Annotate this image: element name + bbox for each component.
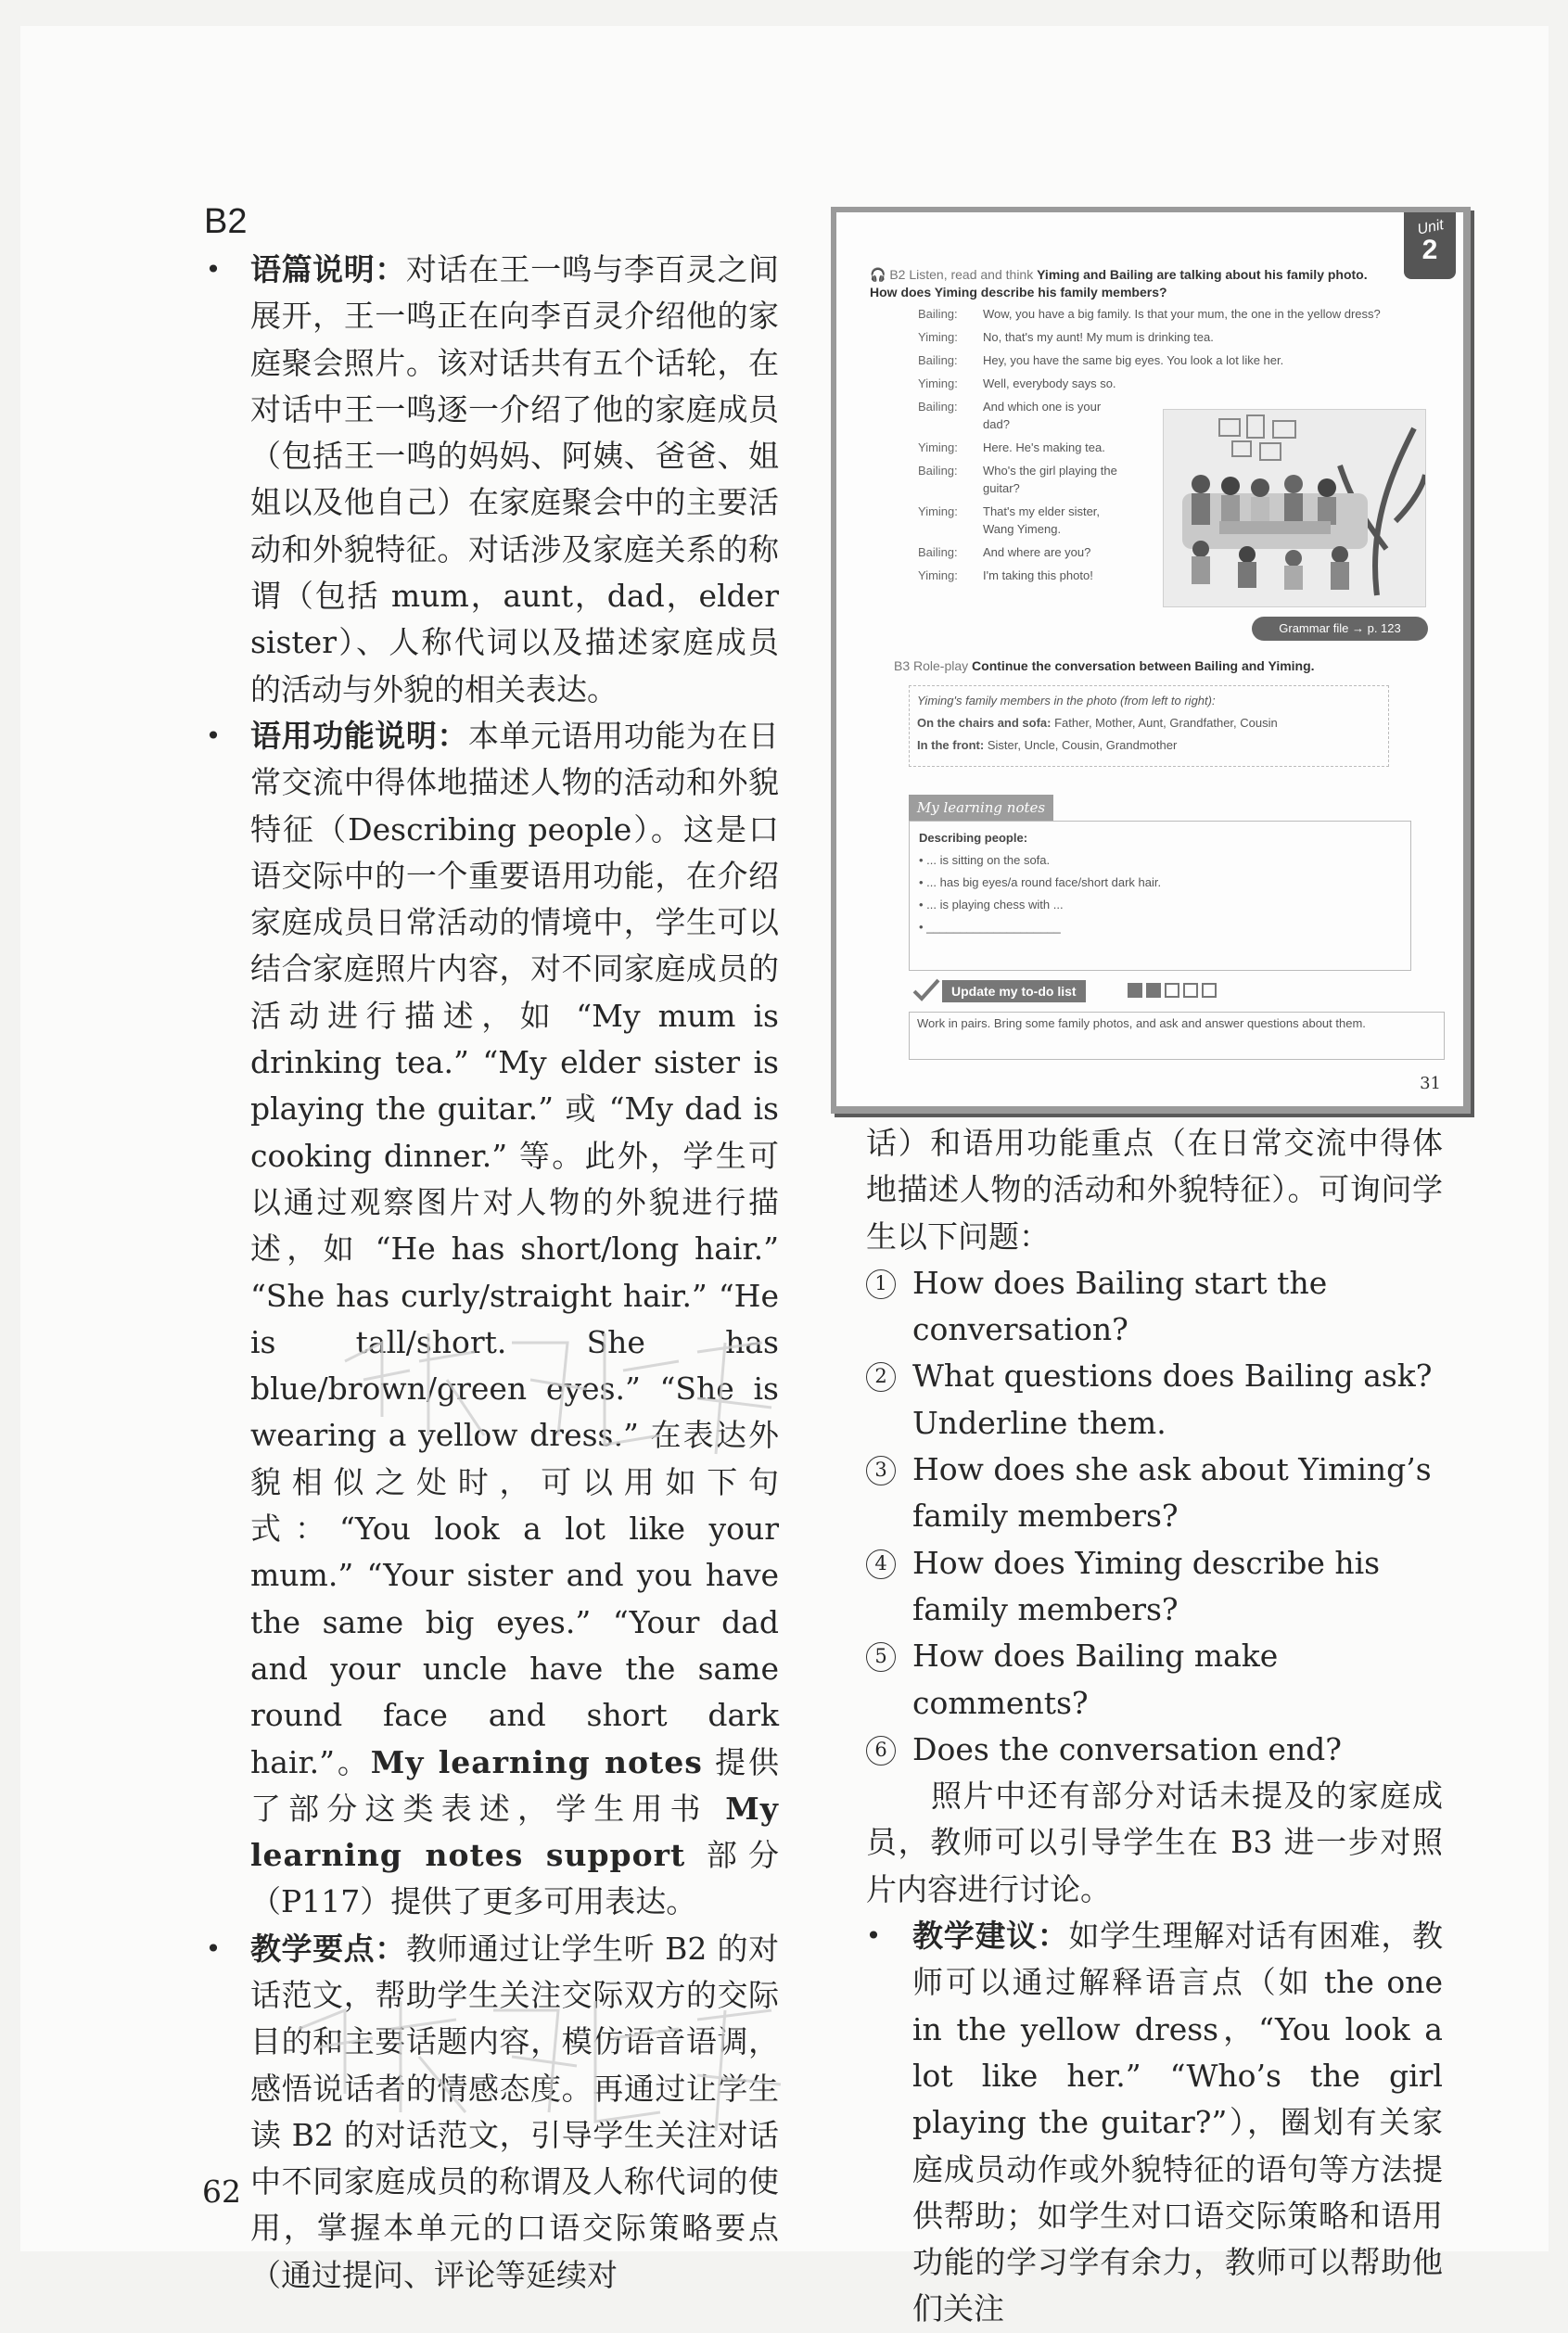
line-text: Well, everybody says so. bbox=[983, 376, 1116, 390]
photo-discussion-paragraph: 照片中还有部分对话未提及的家庭成员，教师可以引导学生在 B3 进一步对照片内容进行讨论。 bbox=[866, 1778, 1443, 1907]
textbook-page-number: 31 bbox=[1420, 1074, 1441, 1093]
family-line-1-label: On the chairs and sofa: bbox=[917, 716, 1052, 730]
dialogue-line bbox=[918, 328, 1382, 346]
b3-title bbox=[894, 657, 1413, 675]
learning-notes-tag: My learning notes bbox=[909, 795, 1053, 821]
line-text: Here. He's making tea. bbox=[983, 440, 1105, 454]
to-do-label: Update my to-do list bbox=[942, 980, 1086, 1002]
dialogue-line bbox=[918, 351, 1382, 369]
notes-title: Describing people: bbox=[919, 831, 1028, 845]
book-page bbox=[20, 26, 1549, 2327]
progress-square-icon bbox=[1202, 983, 1217, 998]
right-column bbox=[866, 1120, 1443, 2333]
left-column bbox=[202, 247, 779, 2299]
line-text: Wow, you have a big family. Is that your mum, the one in the yellow dress? bbox=[983, 307, 1381, 321]
family-members-box bbox=[909, 685, 1389, 767]
notes-item: • ... is playing chess with ... bbox=[919, 898, 1064, 912]
notes-item-text: ... has big eyes/a round face/short dark hair. bbox=[926, 875, 1162, 889]
question-text: How does she ask about Yiming’s family members? bbox=[912, 1451, 1432, 1535]
b3-instruction: Continue the conversation between Bailing and Yiming. bbox=[972, 658, 1315, 673]
speaker: Bailing: bbox=[918, 400, 958, 414]
term-teaching-points: 教学要点： bbox=[250, 1930, 406, 1967]
speaker: Bailing: bbox=[918, 545, 958, 559]
speaker: Bailing: bbox=[918, 464, 958, 478]
line-text: That's my elder sister, Wang Yimeng. bbox=[983, 504, 1101, 536]
headphones-icon: 🎧 bbox=[870, 267, 886, 282]
line-text: Who's the girl playing the guitar? bbox=[983, 464, 1117, 495]
family-line-2-text: Sister, Uncle, Cousin, Grandmother bbox=[984, 738, 1178, 752]
question-text: How does Yiming describe his family members? bbox=[912, 1544, 1381, 1627]
discourse-text: 对话在王一鸣与李百灵之间展开，王一鸣正在向李百灵介绍他的家庭聚会照片。该对话共有五个话轮，在对话中王一鸣逐一介绍了他的家庭成员（包括王一鸣的妈妈、阿姨、爸爸、姐姐以及他自己）在家庭聚会中的主要活动和外貌特征。对话涉及家庭关系的称谓（包括 mum，aunt，dad，elder sister）、人称代词以及描述家庭成员的活动与外貌的相关表达。 bbox=[250, 251, 779, 708]
term-teaching-suggestion: 教学建议： bbox=[912, 1918, 1069, 1955]
family-photo-drawing bbox=[1164, 410, 1425, 606]
family-box-title: Yiming's family members in the photo (from left to right): bbox=[917, 694, 1216, 708]
speaker: Bailing: bbox=[918, 353, 958, 367]
to-do-box bbox=[909, 1012, 1445, 1060]
pragmatic-text-2: 提供了部分这类表述，学生用书 bbox=[250, 1743, 780, 1827]
bullet-pragmatic bbox=[202, 713, 779, 1926]
teaching-suggestion-text: 如学生理解对话有困难，教师可以通过解释语言点（如 the one in the yellow dress，“You look a lot like her.” “Who’s the girl playing the guitar?”），圈划有关家庭成员动作或外貌特征的语句等方法提供帮助；如学生对口语交际策略和语用功能的学习学有余力，教师可以帮助他们关注 bbox=[912, 1918, 1443, 2327]
b2-title bbox=[870, 266, 1380, 301]
speaker: Yiming: bbox=[918, 376, 958, 390]
page-number: 62 bbox=[202, 2174, 241, 2210]
b3-code: B3 bbox=[894, 658, 911, 673]
learning-notes-ref: My learning notes bbox=[370, 1743, 703, 1780]
line-text: I'm taking this photo! bbox=[983, 568, 1093, 582]
unit-number: 2 bbox=[1421, 235, 1438, 265]
line-text: Hey, you have the same big eyes. You look a lot like her. bbox=[983, 353, 1284, 367]
speaker: Yiming: bbox=[918, 440, 958, 454]
question-text: Does the conversation end? bbox=[912, 1730, 1342, 1767]
pragmatic-text: 本单元语用功能为在日常交流中得体地描述人物的活动和外貌特征（Describing people）。这是口语交际中的一个重要语用功能，在介绍家庭成员日常活动的情境中，学生可以结合家庭照片内容，对不同家庭成员的活动进行描述，如 “My mum is drinking tea.” “My elder sister is playing the guitar.” 或 “My dad is cooking dinner.” 等。此外，学生可以通过观察图片对人物的外貌进行描述，如 “He has short/long hair.” “She has curly/straight hair.” “He is tall/short. She has blue/brown/green eyes.” “She is wearing a yellow dress.” 在表达外貌相似之处时，可以用如下句式：“You look a lot like your mum.” “Your sister and you have the same big eyes.” “Your dad and your uncle have the same round face and short dark hair.”。 bbox=[250, 717, 779, 1780]
bullet-dot: • bbox=[865, 1920, 882, 1952]
progress-square-icon bbox=[1183, 983, 1198, 998]
speaker: Bailing: bbox=[918, 307, 958, 321]
question-item bbox=[866, 1447, 1443, 1540]
learning-notes-support-ref: My learning notes support bbox=[250, 1790, 779, 1874]
speaker: Yiming: bbox=[918, 330, 958, 344]
question-text: What questions does Bailing ask? Underline them. bbox=[912, 1358, 1433, 1441]
unit-tab bbox=[1404, 212, 1456, 279]
family-line-1-text: Father, Mother, Aunt, Grandfather, Cousin bbox=[1051, 716, 1278, 730]
checkmark-icon bbox=[909, 978, 942, 1004]
bullet-dot: • bbox=[205, 720, 222, 751]
textbook-page-image bbox=[831, 207, 1471, 1114]
bullet-dot: • bbox=[205, 1932, 222, 1964]
to-do-list-header bbox=[909, 978, 1224, 1004]
question-item bbox=[866, 1633, 1443, 1727]
bullet-teaching-points bbox=[202, 1926, 779, 2299]
question-item bbox=[866, 1260, 1443, 1354]
progress-square-filled-icon bbox=[1128, 983, 1142, 998]
question-text: How does Bailing make comments? bbox=[912, 1638, 1279, 1721]
family-photo-illustration bbox=[1163, 409, 1426, 607]
question-text: How does Bailing start the conversation? bbox=[912, 1264, 1328, 1348]
line-text: No, that's my aunt! My mum is drinking tea. bbox=[983, 330, 1214, 344]
grammar-file-link: Grammar file → p. 123 bbox=[1252, 617, 1428, 641]
bullet-discourse bbox=[202, 247, 779, 713]
section-heading: B2 bbox=[204, 202, 248, 241]
b2-code: B2 bbox=[889, 267, 906, 282]
question-item bbox=[866, 1727, 1443, 1773]
question-item bbox=[866, 1353, 1443, 1447]
b3-title-text: Role-play bbox=[913, 658, 969, 673]
question-item bbox=[866, 1540, 1443, 1634]
term-discourse: 语篇说明： bbox=[250, 251, 406, 287]
circled-number: 5 bbox=[866, 1642, 896, 1672]
to-do-text: Work in pairs. Bring some family photos, and ask and answer questions about them. bbox=[917, 1016, 1366, 1030]
notes-item-text: ... is sitting on the sofa. bbox=[926, 853, 1051, 867]
notes-item: • ____________________ bbox=[919, 920, 1061, 934]
learning-notes-box bbox=[909, 821, 1411, 971]
pragmatic-text-3: 部分（P117）提供了更多可用表达。 bbox=[250, 1837, 779, 1920]
circled-number: 4 bbox=[866, 1549, 896, 1579]
line-text: And which one is your dad? bbox=[983, 400, 1102, 431]
circled-number: 1 bbox=[866, 1269, 896, 1299]
b2-title-text: Listen, read and think bbox=[909, 267, 1034, 282]
speaker: Yiming: bbox=[918, 504, 958, 518]
teaching-points-text: 教师通过让学生听 B2 的对话范文，帮助学生关注交际双方的交际目的和主要话题内容，模仿语音语调，感悟说话者的情感态度。再通过让学生读 B2 的对话范文，引导学生关注对话中不同家庭成员的称谓及人称代词的使用，掌握本单元的口语交际策略要点（通过提问、评论等延续对 bbox=[250, 1930, 780, 2293]
dialogue-line bbox=[918, 305, 1382, 323]
textbook-paper bbox=[836, 212, 1463, 1106]
b2-instruction: Yiming and Bailing are talking about his family photo. How does Yiming describe his family members? bbox=[870, 267, 1368, 300]
bullet-dot: • bbox=[205, 254, 222, 285]
speaker: Yiming: bbox=[918, 568, 958, 582]
notes-item-text: ... is playing chess with ... bbox=[926, 898, 1064, 912]
family-line-2-label: In the front: bbox=[917, 738, 985, 752]
family-line-2 bbox=[917, 734, 1381, 757]
circled-number: 2 bbox=[866, 1362, 896, 1392]
dialogue-line bbox=[918, 375, 1382, 392]
notes-item: • ... has big eyes/a round face/short dark hair. bbox=[919, 875, 1162, 889]
line-text: And where are you? bbox=[983, 545, 1091, 559]
family-line-1 bbox=[917, 712, 1381, 734]
progress-square-filled-icon bbox=[1146, 983, 1161, 998]
notes-item: • ... is sitting on the sofa. bbox=[919, 853, 1051, 867]
circled-number: 6 bbox=[866, 1736, 896, 1766]
unit-label: Unit bbox=[1416, 217, 1446, 238]
circled-number: 3 bbox=[866, 1456, 896, 1485]
term-pragmatic: 语用功能说明： bbox=[250, 717, 468, 754]
notes-blank: ____________________ bbox=[926, 920, 1061, 934]
progress-square-icon bbox=[1165, 983, 1179, 998]
continuation-paragraph: 话）和语用功能重点（在日常交流中得体地描述人物的活动和外貌特征）。可询问学生以下问题： bbox=[866, 1125, 1443, 1255]
